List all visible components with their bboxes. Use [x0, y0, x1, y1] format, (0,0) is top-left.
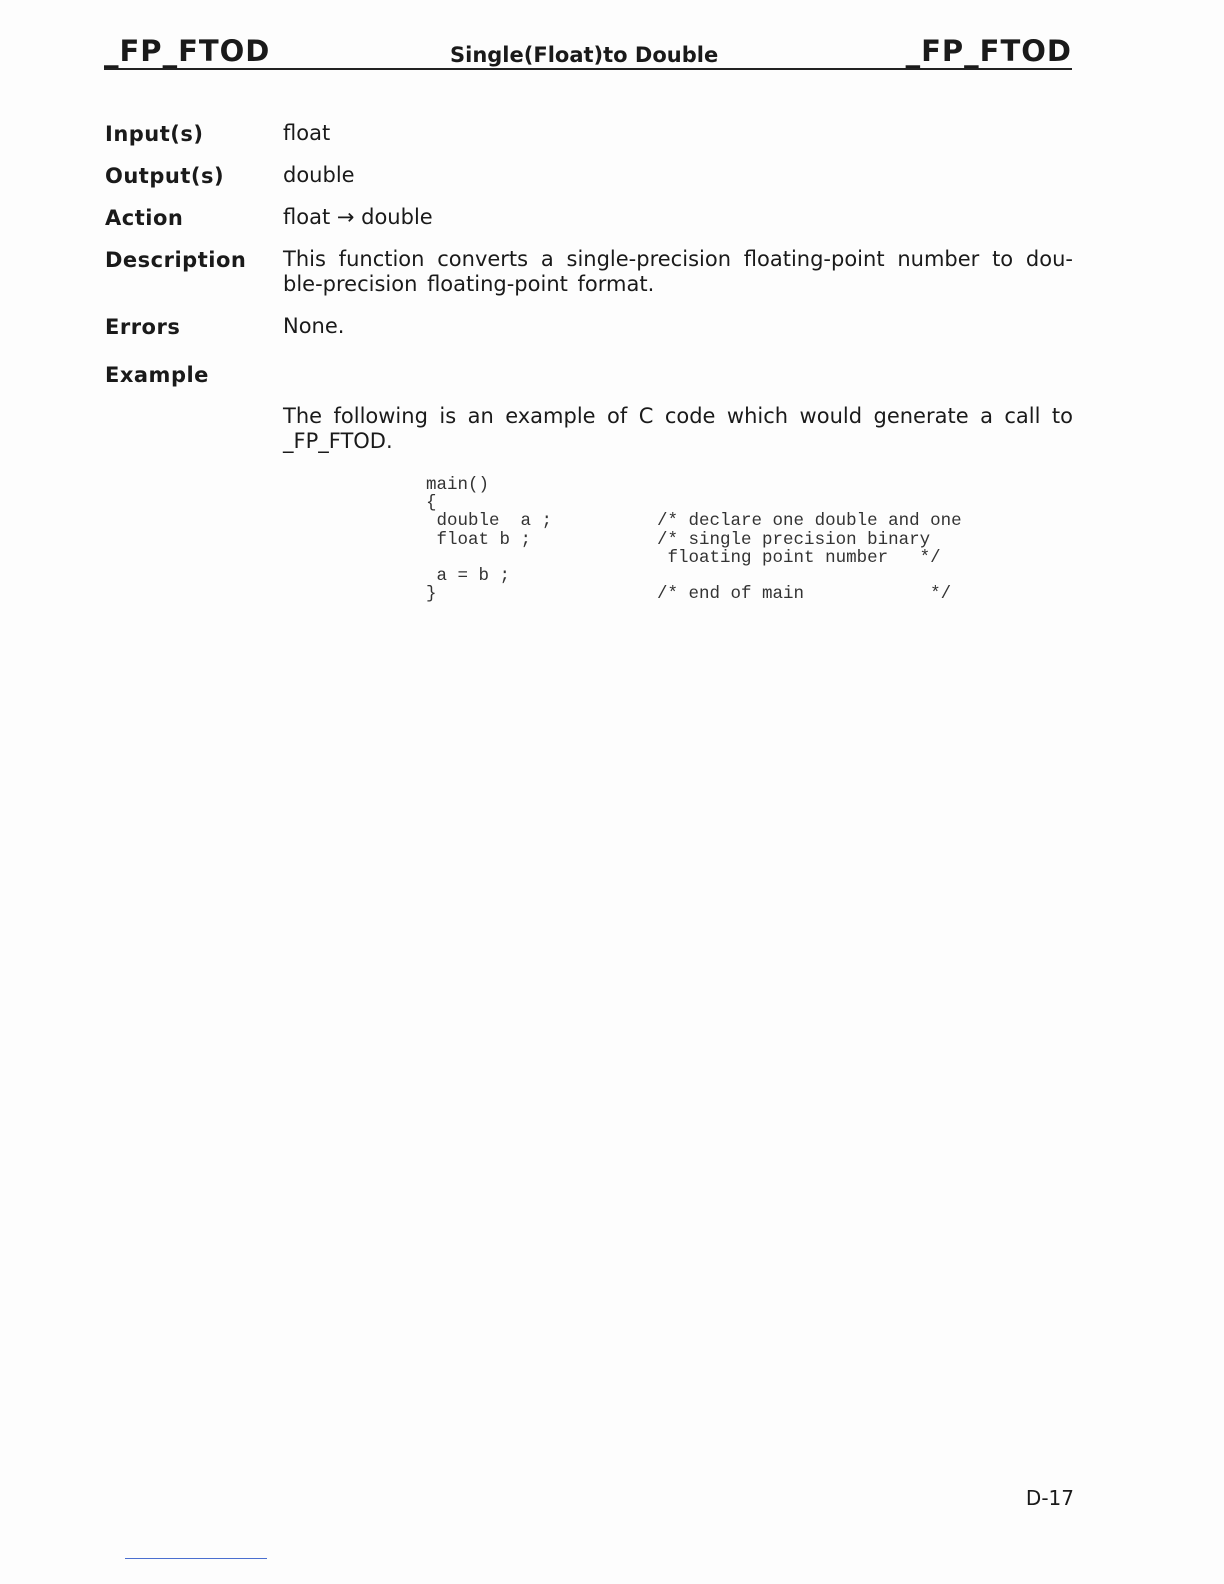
field-label: Output(s) [105, 164, 225, 188]
example-text: The following is an example of C code which would generate a call to _FP_FTOD. [283, 404, 1073, 453]
field-label: Example [105, 363, 209, 387]
field-value: double [283, 163, 355, 187]
field-label: Input(s) [105, 122, 204, 146]
page-number: D-17 [1025, 1486, 1074, 1510]
header-center-title: Single(Float)to Double [450, 43, 719, 67]
field-label: Description [105, 248, 247, 272]
header-left-title: _FP_FTOD [104, 34, 271, 68]
header-right-title: _FP_FTOD [905, 34, 1072, 68]
divider [125, 1558, 267, 1559]
page-header [104, 34, 1072, 70]
field-value: This function converts a single-precision floating-point number to dou-ble-precision floating-point format. [283, 247, 1073, 296]
field-value: float → double [283, 205, 433, 229]
field-value: float [283, 121, 331, 145]
field-value: None. [283, 314, 345, 338]
field-label: Errors [105, 315, 181, 339]
field-label: Action [105, 206, 184, 230]
code-listing: main() { double a ; /* declare one double and one float b ; /* single precision binary floating point number */ a = b ; } /* end of main */ [426, 475, 962, 605]
